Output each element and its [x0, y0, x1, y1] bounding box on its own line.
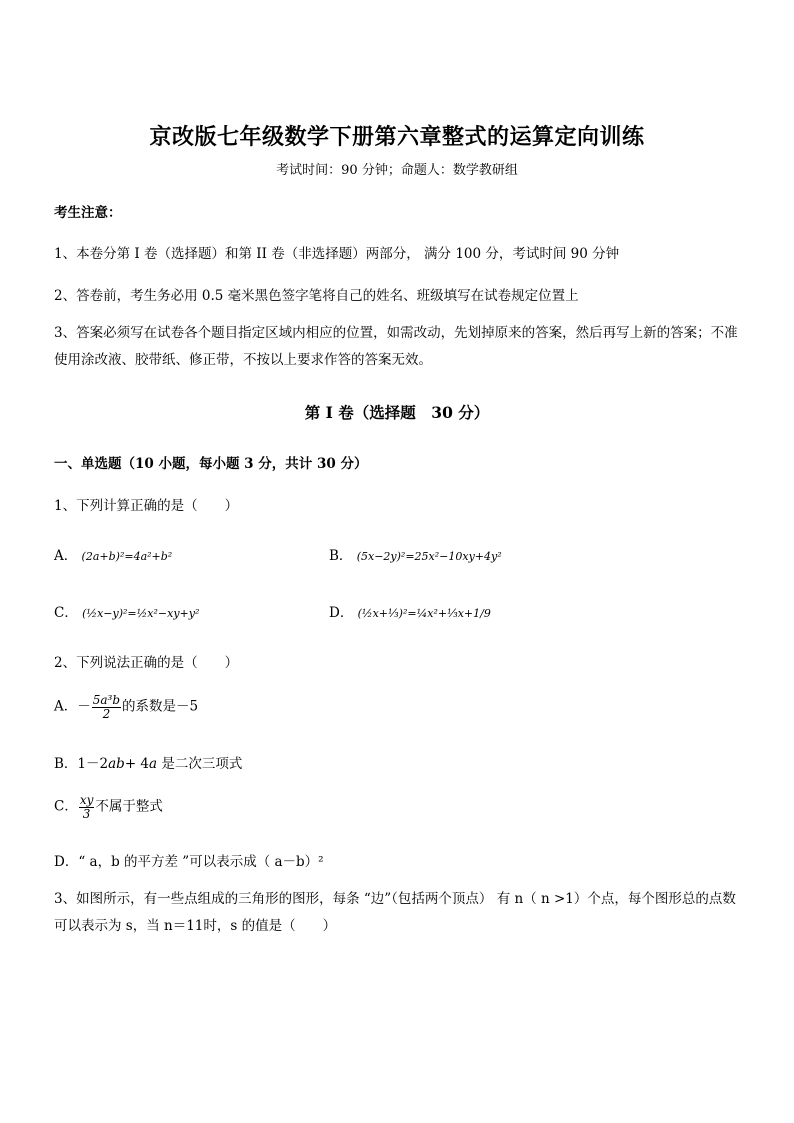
option-b-ab: ab	[108, 756, 125, 772]
option-a-fraction	[92, 694, 121, 720]
option-d-expression: (½x+⅓)²=¼x²+⅓x+1/9	[357, 607, 491, 620]
section-title: 第 I 卷（选择题 30 分）	[304, 403, 490, 422]
option-b-expression: (5x−2y)²=25x²−10xy+4y²	[356, 550, 502, 563]
question-1-option-a[interactable]	[54, 544, 172, 564]
fraction-numerator: xy	[79, 793, 94, 807]
exam-subtitle: 考试时间：90 分钟；命题人：数学教研组	[276, 163, 518, 178]
option-c-label: C．	[54, 605, 78, 621]
option-b-mid: + 4	[124, 756, 150, 772]
question-2-option-c[interactable]	[54, 794, 163, 820]
option-b-a: a	[149, 756, 158, 772]
part-title: 一、单选题（10 小题，每小题 3 分，共计 30 分）	[54, 456, 368, 472]
option-c-label: C．	[54, 798, 78, 815]
notice-item-1: 1、本卷分第 I 卷（选择题）和第 II 卷（非选择题）两部分， 满分 100 分，考试时间 90 分钟	[54, 246, 620, 262]
question-1-option-b[interactable]	[329, 544, 502, 564]
question-2-option-d[interactable]: D．“ a，b 的平方差 ”可以表示成（ a－b）²	[54, 854, 324, 870]
notice-item-3: 3、答案必须写在试卷各个题目指定区域内相应的位置，如需改动，先划掉原来的答案，然后再写上新的答案；不准使用涂改液、胶带纸、修正带，不按以上要求作答的答案无效。	[54, 325, 738, 368]
option-b-label: B．	[329, 548, 353, 564]
option-a-label: A．－	[54, 698, 91, 715]
option-d-label: D．	[329, 605, 354, 621]
option-c-fraction	[79, 794, 95, 820]
notice-item-2: 2、答卷前，考生务必用 0.5 毫米黑色签字笔将自己的姓名、班级填写在试卷规定位置上	[54, 288, 579, 304]
option-c-expression: (½x−y)²=½x²−xy+y²	[82, 607, 200, 620]
option-a-expression: (2a+b)²=4a²+b²	[81, 550, 173, 563]
fraction-denominator: 2	[102, 706, 111, 721]
question-2-option-b[interactable]	[54, 752, 242, 772]
exam-title: 京改版七年级数学下册第六章整式的运算定向训练	[149, 124, 645, 150]
question-1-stem: 1、下列计算正确的是（ ）	[54, 498, 239, 514]
option-c-tail: 不属于整式	[95, 798, 163, 815]
question-2-option-a[interactable]	[54, 694, 198, 720]
question-2-stem: 2、下列说法正确的是（ ）	[54, 655, 239, 671]
question-1-option-c[interactable]	[54, 601, 199, 621]
fraction-numerator: 5a³b	[92, 693, 121, 707]
notice-heading: 考生注意：	[54, 205, 122, 221]
option-b-tail: 是二次三项式	[157, 756, 243, 772]
question-1-option-d[interactable]	[329, 601, 491, 621]
option-a-label: A．	[54, 548, 78, 564]
fraction-denominator: 3	[82, 806, 91, 821]
option-a-tail: 的系数是－5	[122, 698, 199, 715]
question-3-stem: 3、如图所示，有一些点组成的三角形的图形，每条 “边”（包括两个顶点） 有 n（ n >1）个点，每个图形总的点数可以表示为 s，当 n＝11时，s 的值是（ ）	[54, 891, 736, 934]
option-b-label: B．1－2	[54, 756, 109, 772]
